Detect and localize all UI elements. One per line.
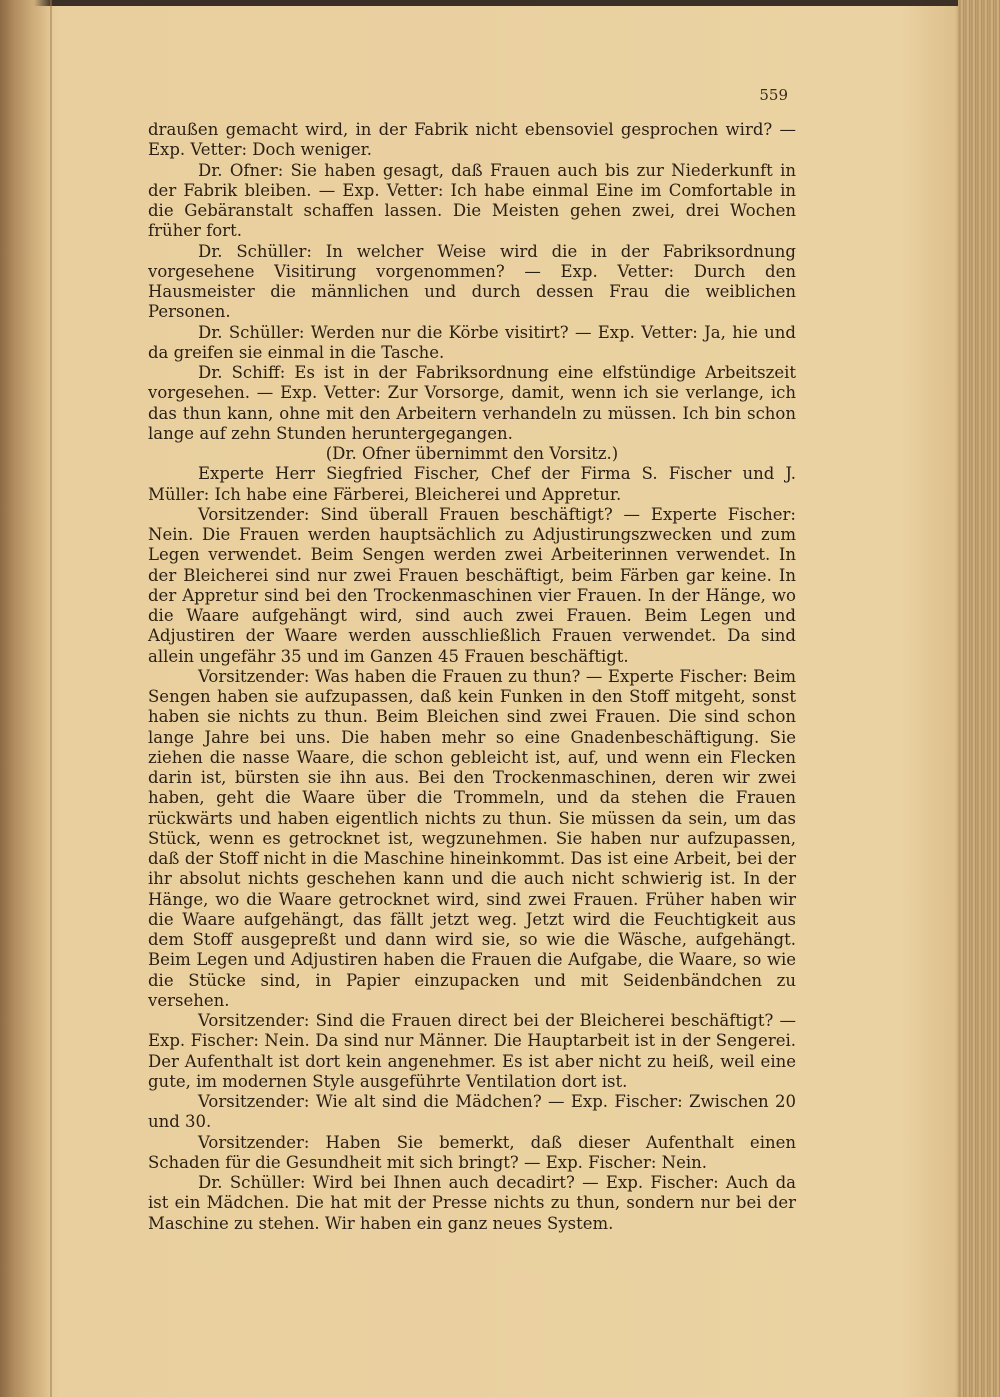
spine-line xyxy=(50,0,52,1397)
paragraph: Dr. Schüller: In welcher Weise wird die in der Fabriksordnung vorgesehene Visitirung vorgenommen? — Exp. Vetter: Durch den Hausmeister die männlichen und durch dessen Frau die weiblichen Personen. xyxy=(148,241,796,322)
paragraph: Experte Herr Siegfried Fischer, Chef der Firma S. Fischer und J. Müller: Ich habe eine Färberei, Bleicherei und Appretur. xyxy=(148,464,796,504)
paragraph: Dr. Schüller: Wird bei Ihnen auch decadirt? — Exp. Fischer: Auch da ist ein Mädchen. Die hat mit der Presse nichts zu thun, sondern nur bei der Maschine zu stehen. Wir haben ein ganz neues System. xyxy=(148,1173,796,1233)
paragraph: Vorsitzender: Was haben die Frauen zu thun? — Experte Fischer: Beim Sengen haben sie aufzupassen, daß kein Funken in den Stoff mitgeht, sonst haben sie nichts zu thun. Beim Bleichen sind zwei Frauen. Die sind schon lange Jahre bei uns. Die haben mehr so eine Gnadenbeschäftigung. Sie ziehen die nasse Waare, die schon gebleicht ist, auf, und wenn ein Flecken darin ist, bürsten sie ihn aus. Bei den Trockenmaschinen, deren wir zwei haben, geht die Waare über die Trommeln, und da stehen die Frauen rückwärts und haben eigentlich nichts zu thun. Sie müssen da sein, um das Stück, wenn es getrocknet ist, wegzunehmen. Sie haben nur aufzupassen, daß der Stoff nicht in die Maschine hineinkommt. Das ist eine Arbeit, bei der ihr absolut nichts geschehen kann und die auch nicht schwierig ist. In der Hänge, wo die Waare getrocknet wird, sind zwei Frauen. Früher haben wir die Waare aufgehängt, das fällt jetzt weg. Jetzt wird die Feuchtigkeit aus dem Stoff ausgepreßt und dann wird sie, so wie die Wäsche, aufgehängt. Beim Legen und Adjustiren haben die Frauen die Aufgabe, die Waare, so wie die Stücke sind, in Papier einzupacken und mit Seidenbändchen zu versehen. xyxy=(148,666,796,1010)
paragraph: Vorsitzender: Sind überall Frauen beschäftigt? — Experte Fischer: Nein. Die Frauen werden hauptsächlich zu Adjustirungszwecken und zum Legen verwendet. Beim Sengen werden zwei Arbeiterinnen verwendet. In der Bleicherei sind nur zwei Frauen beschäftigt, beim Färben gar keine. In der Appretur sind bei den Trockenmaschinen vier Frauen. In der Hänge, wo die Waare aufgehängt wird, sind auch zwei Frauen. Beim Legen und Adjustiren der Waare werden ausschließlich Frauen verwendet. Da sind allein ungefähr 35 und im Ganzen 45 Frauen beschäftigt. xyxy=(148,504,796,666)
page-number: 559 xyxy=(759,86,788,104)
paragraph: draußen gemacht wird, in der Fabrik nicht ebensoviel gesprochen wird? — Exp. Vetter: Doch weniger. xyxy=(148,120,796,160)
stage-direction: (Dr. Ofner übernimmt den Vorsitz.) xyxy=(325,444,619,463)
paragraph: Vorsitzender: Sind die Frauen direct bei der Bleicherei beschäftigt? — Exp. Fischer: Nein. Da sind nur Männer. Die Hauptarbeit ist in der Sengerei. Der Aufenthalt ist dort kein angenehmer. Es ist aber nicht zu heiß, weil eine gute, im modernen Style ausgeführte Ventilation dort ist. xyxy=(148,1011,796,1091)
paragraph: Dr. Schüller: Werden nur die Körbe visitirt? — Exp. Vetter: Ja, hie und da greifen sie einmal in die Tasche. xyxy=(148,322,796,362)
gutter-shadow xyxy=(0,0,52,1397)
top-shadow xyxy=(0,0,1000,6)
body-text xyxy=(148,120,796,1234)
paragraph: Vorsitzender: Haben Sie bemerkt, daß dieser Aufenthalt einen Schaden für die Gesundheit mit sich bringt? — Exp. Fischer: Nein. xyxy=(148,1132,796,1172)
page-edges xyxy=(958,0,1000,1397)
paragraph: Dr. Ofner: Sie haben gesagt, daß Frauen auch bis zur Niederkunft in der Fabrik bleiben. — Exp. Vetter: Ich habe einmal Eine im Comfortable in die Gebäranstalt schaffen lassen. Die Meisten gehen zwei, drei Wochen früher fort. xyxy=(148,160,796,241)
paragraph: Vorsitzender: Wie alt sind die Mädchen? — Exp. Fischer: Zwischen 20 und 30. xyxy=(148,1092,796,1132)
paragraph: Dr. Schiff: Es ist in der Fabriksordnung eine elfstündige Arbeitszeit vorgesehen. — Exp. Vetter: Zur Vorsorge, damit, wenn ich sie verlange, ich das thun kann, ohne mit den Arbeitern verhandeln zu müssen. Ich bin schon lange auf zehn Stunden heruntergegangen. xyxy=(148,363,796,443)
